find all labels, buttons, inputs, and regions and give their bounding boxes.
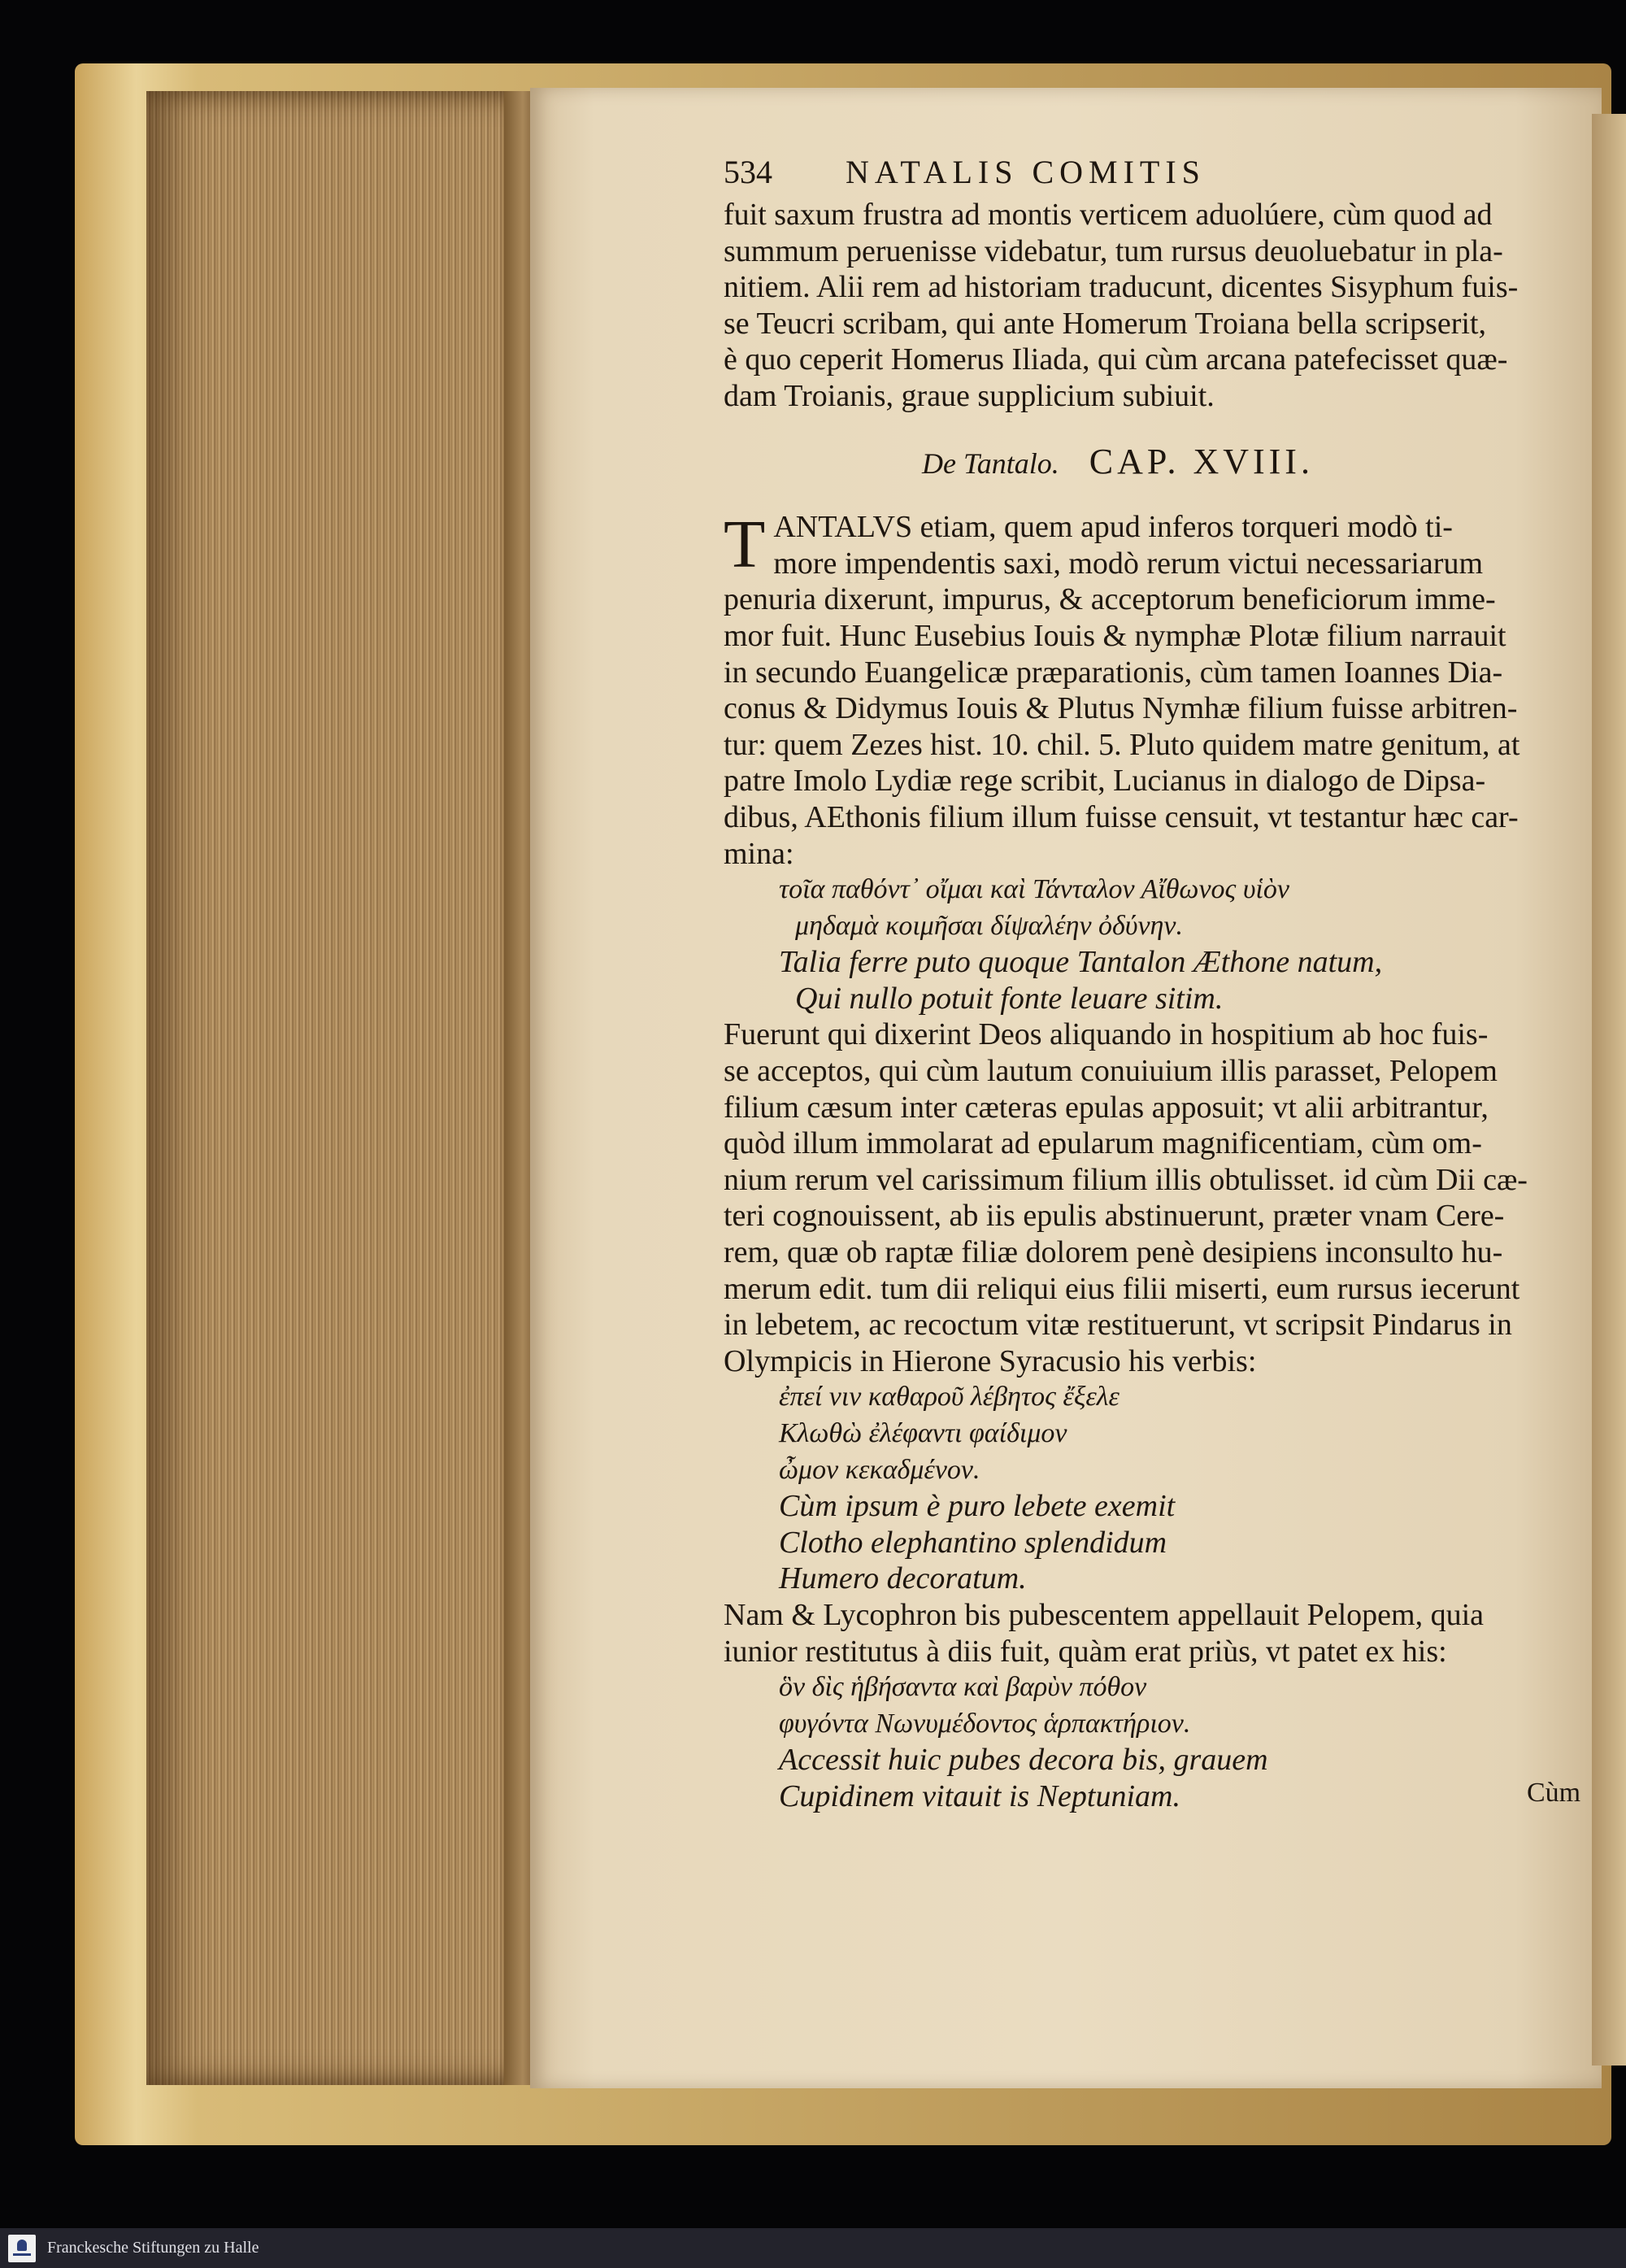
text-line: patre Imolo Lydiæ rege scribit, Lucianus in dialogo de Dipsa- xyxy=(724,764,1486,799)
text-line: mor fuit. Hunc Eusebius Iouis & nymphæ Plotæ filium narrauit xyxy=(724,618,1506,653)
facing-page-edge xyxy=(1592,114,1626,2066)
verse-block-1 xyxy=(724,872,1569,1016)
page-text xyxy=(724,155,1569,1815)
greek-verse-line: ὃν δὶς ἡβήσαντα καὶ βαρὺν πόθον xyxy=(779,1672,1147,1703)
chapter-title: De Tantalo. xyxy=(922,446,1059,480)
text-line: filium cæsum inter cæteras epulas apposuit; vt alii arbitrantur, xyxy=(724,1090,1489,1125)
chapter-heading xyxy=(724,441,1569,482)
greek-verse-line: ὦμον κεκαδμένον. xyxy=(779,1454,980,1485)
text-line: iunior restitutus à diis fuit, quàm erat priùs, vt patet ex his: xyxy=(724,1634,1447,1669)
greek-verse-line: μηδαμὰ κοιμῆσαι δίψαλέην ὀδύνην. xyxy=(795,910,1184,941)
chapter-paragraph xyxy=(724,509,1569,872)
text-line: dam Troianis, graue supplicium subiuit. xyxy=(724,378,1215,413)
running-head: NATALIS COMITIS xyxy=(846,154,1206,190)
latin-verse-line: Humero decoratum. xyxy=(779,1561,1027,1596)
latin-verse-line: Talia ferre puto quoque Tantalon Æthone natum, xyxy=(779,945,1383,980)
text-line: summum peruenisse videbatur, tum rursus deuoluebatur in pla- xyxy=(724,233,1503,268)
paragraph-lycophron xyxy=(724,1597,1569,1669)
text-line: mina: xyxy=(724,836,794,871)
latin-verse-line: Clotho elephantino splendidum xyxy=(779,1525,1167,1560)
text-line: rem, quæ ob raptæ filiæ dolorem penè desipiens inconsulto hu- xyxy=(724,1235,1503,1270)
latin-verse-line: Accessit huic pubes decora bis, grauem xyxy=(779,1743,1268,1778)
text-line: tur: quem Zezes hist. 10. chil. 5. Pluto quidem matre genitum, at xyxy=(724,727,1520,762)
page-block-edge xyxy=(146,91,537,2085)
chapter-number: CAP. XVIII. xyxy=(1089,441,1314,481)
opening-paragraph xyxy=(724,197,1569,415)
text-line: Fuerunt qui dixerint Deos aliquando in hospitium ab hoc fuis- xyxy=(724,1017,1489,1052)
greek-verse-line: ἐπεί νιν καθαροῦ λέβητος ἔξελε xyxy=(779,1382,1120,1413)
text-line: se acceptos, qui cùm lautum conuiuium illis parasset, Pelopem xyxy=(724,1054,1498,1089)
latin-verse-line: Cùm ipsum è puro lebete exemit xyxy=(779,1489,1176,1524)
text-line: conus & Didymus Iouis & Plutus Nymhæ filium fuisse arbitren- xyxy=(724,691,1518,726)
text-line: Olympicis in Hierone Syracusio his verbis: xyxy=(724,1343,1257,1378)
text-line: nium rerum vel carissimum filium illis obtulisset. id cùm Dii cæ- xyxy=(724,1162,1528,1197)
text-line: è quo ceperit Homerus Iliada, qui cùm arcana patefecisset quæ- xyxy=(724,342,1508,377)
latin-verse-line: Qui nullo potuit fonte leuare sitim. xyxy=(795,981,1224,1016)
latin-verse-line: Cupidinem vitauit is Neptuniam. xyxy=(779,1778,1180,1813)
text-line: more impendentis saxi, modò rerum victui necessariarum xyxy=(773,546,1484,581)
text-line: teri cognouissent, ab iis epulis abstinuerunt, præter vnam Cere- xyxy=(724,1199,1505,1234)
text-line: merum edit. tum dii reliqui eius filii miserti, eum rursus iecerunt xyxy=(724,1271,1520,1306)
text-line: in secundo Euangelicæ præparationis, cùm tamen Ioannes Dia- xyxy=(724,655,1503,690)
verse-block-2 xyxy=(724,1379,1569,1597)
page-header xyxy=(724,155,1569,197)
text-line: Nam & Lycophron bis pubescentem appellauit Pelopem, quia xyxy=(724,1597,1485,1632)
drop-cap: T xyxy=(724,507,766,583)
footer-label: Franckesche Stiftungen zu Halle xyxy=(47,2239,259,2257)
text-line: in lebetem, ac recoctum vitæ restituerunt, vt scripsit Pindarus in xyxy=(724,1308,1512,1343)
text-line: dibus, AEthonis filium illum fuisse censuit, vt testantur hæc car- xyxy=(724,799,1519,834)
greek-verse-line: τοῖα παθόντ᾽ οἴμαι καὶ Τάνταλον Αἴθωνος υἱὸν xyxy=(779,874,1289,905)
footer-bar xyxy=(0,2228,1626,2268)
page-number: 534 xyxy=(724,154,772,190)
text-line: nitiem. Alii rem ad historiam traducunt, dicentes Sisyphum fuis- xyxy=(724,270,1519,305)
text-line: se Teucri scribam, qui ante Homerum Troiana bella scripserit, xyxy=(724,306,1486,341)
institution-logo-icon xyxy=(8,2235,36,2262)
paragraph-pelops xyxy=(724,1016,1569,1379)
text-line: fuit saxum frustra ad montis verticem aduolúere, cùm quod ad xyxy=(724,198,1493,232)
verse-block-3 xyxy=(724,1669,1569,1814)
greek-verse-line: φυγόντα Νωνυμέδοντος ἁρπακτήριον. xyxy=(779,1708,1191,1739)
text-line: quòd illum immolarat ad epularum magnificentiam, cùm om- xyxy=(724,1126,1482,1161)
text-line: penuria dixerunt, impurus, & acceptorum beneficiorum imme- xyxy=(724,582,1496,617)
text-line: ANTALVS etiam, quem apud inferos torqueri modò ti- xyxy=(773,510,1453,545)
catchword: Cùm xyxy=(1527,1778,1581,1808)
greek-verse-line: Κλωθὼ ἐλέφαντι φαίδιμον xyxy=(779,1418,1067,1448)
